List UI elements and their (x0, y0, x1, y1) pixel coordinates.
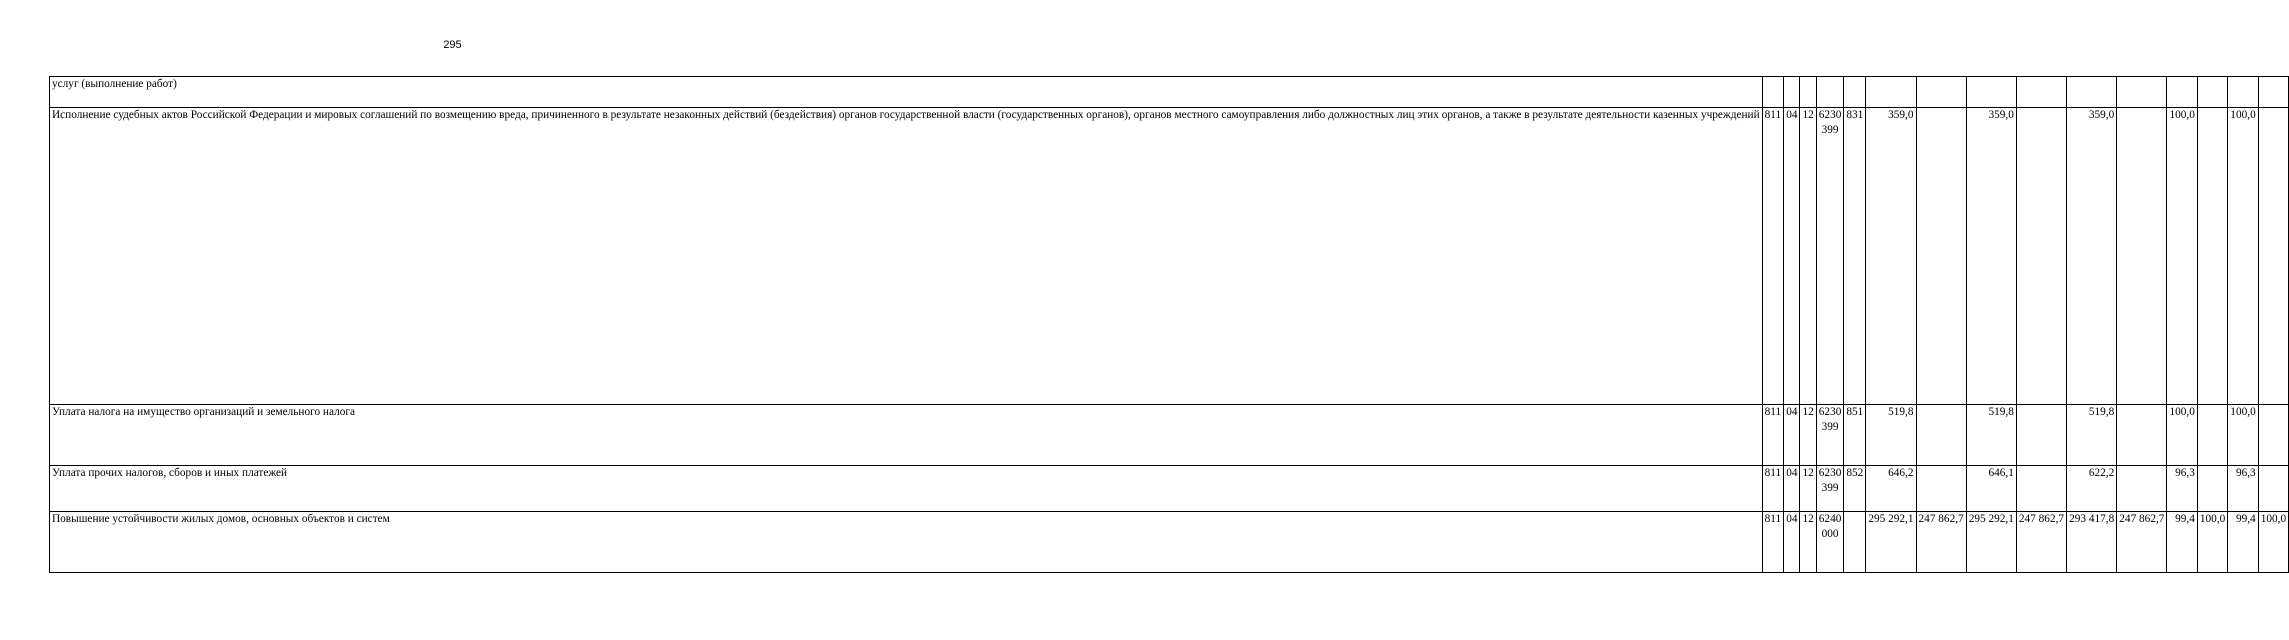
subsection-code-cell: 12 (1800, 405, 1816, 466)
value-cell-8: 100,0 (2197, 512, 2227, 573)
row-name-cell: услуг (выполнение работ) (50, 77, 1763, 108)
value-cell-5: 359,0 (2067, 108, 2117, 405)
gr-code-cell: 811 (1762, 466, 1784, 512)
value-cell-10 (2258, 108, 2288, 405)
value-cell-3: 295 292,1 (1966, 512, 2016, 573)
value-cell-6 (2117, 77, 2167, 108)
value-cell-8 (2197, 77, 2227, 108)
value-cell-9: 100,0 (2228, 405, 2258, 466)
value-cell-6 (2117, 108, 2167, 405)
expense-type-cell: 852 (1844, 466, 1866, 512)
gr-code-cell: 811 (1762, 512, 1784, 573)
value-cell-3 (1966, 77, 2016, 108)
row-name-cell: Уплата прочих налогов, сборов и иных платежей (50, 466, 1763, 512)
value-cell-2: 247 862,7 (1916, 512, 1966, 573)
value-cell-1: 295 292,1 (1866, 512, 1916, 573)
value-cell-4 (2016, 405, 2066, 466)
subsection-code-cell: 12 (1800, 466, 1816, 512)
value-cell-9: 99,4 (2228, 512, 2258, 573)
row-name-cell: Исполнение судебных актов Российской Федерации и мировых соглашений по возмещению вреда, причиненного в результате незаконных действий (бездействия) органов государственной власти (государственных органов), органов местного самоуправления либо должностных лиц этих органов, а также в результате деятельности казенных учреждений (50, 108, 1763, 405)
table-row (50, 512, 2289, 573)
target-article-cell (1816, 466, 1844, 512)
value-cell-10 (2258, 466, 2288, 512)
value-cell-10 (2258, 405, 2288, 466)
value-cell-7: 96,3 (2167, 466, 2197, 512)
value-cell-3: 519,8 (1966, 405, 2016, 466)
target-article-top: 6230 (1818, 467, 1842, 479)
section-code-cell: 04 (1784, 512, 1800, 573)
target-article-bottom: 399 (1821, 421, 1839, 433)
table-row (50, 77, 2289, 108)
target-article-cell (1816, 512, 1844, 573)
page-number: 295 (443, 39, 462, 51)
expense-type-cell (1844, 512, 1866, 573)
value-cell-4 (2016, 77, 2066, 108)
value-cell-4 (2016, 466, 2066, 512)
value-cell-4: 247 862,7 (2016, 512, 2066, 573)
target-article-top: 6230 (1818, 109, 1842, 121)
value-cell-8 (2197, 466, 2227, 512)
section-code-cell: 04 (1784, 405, 1800, 466)
value-cell-4 (2016, 108, 2066, 405)
value-cell-1 (1866, 77, 1916, 108)
value-cell-9: 96,3 (2228, 466, 2258, 512)
table-row (50, 405, 2289, 466)
target-article-cell (1816, 77, 1844, 108)
budget-table (49, 76, 2289, 573)
value-cell-7 (2167, 77, 2197, 108)
expense-type-cell: 831 (1844, 108, 1866, 405)
target-article-bottom: 000 (1821, 528, 1839, 540)
gr-code-cell: 811 (1762, 108, 1784, 405)
value-cell-6 (2117, 466, 2167, 512)
target-article-bottom: 399 (1821, 124, 1839, 136)
table-row (50, 466, 2289, 512)
subsection-code-cell: 12 (1800, 512, 1816, 573)
value-cell-3: 359,0 (1966, 108, 2016, 405)
target-article-bottom: 399 (1821, 482, 1839, 494)
value-cell-7: 100,0 (2167, 405, 2197, 466)
target-article-top: 6240 (1818, 513, 1842, 525)
value-cell-5: 622,2 (2067, 466, 2117, 512)
value-cell-6 (2117, 405, 2167, 466)
value-cell-8 (2197, 108, 2227, 405)
value-cell-7: 100,0 (2167, 108, 2197, 405)
value-cell-5: 519,8 (2067, 405, 2117, 466)
subsection-code-cell: 12 (1800, 108, 1816, 405)
expense-type-cell: 851 (1844, 405, 1866, 466)
target-article-cell (1816, 405, 1844, 466)
value-cell-7: 99,4 (2167, 512, 2197, 573)
value-cell-1: 519,8 (1866, 405, 1916, 466)
expense-type-cell (1844, 77, 1866, 108)
subsection-code-cell (1800, 77, 1816, 108)
value-cell-10: 100,0 (2258, 512, 2288, 573)
value-cell-9 (2228, 77, 2258, 108)
value-cell-3: 646,1 (1966, 466, 2016, 512)
value-cell-1: 359,0 (1866, 108, 1916, 405)
value-cell-5 (2067, 77, 2117, 108)
value-cell-6: 247 862,7 (2117, 512, 2167, 573)
section-code-cell: 04 (1784, 466, 1800, 512)
row-name-cell: Повышение устойчивости жилых домов, основных объектов и систем (50, 512, 1763, 573)
gr-code-cell: 811 (1762, 405, 1784, 466)
value-cell-2 (1916, 466, 1966, 512)
value-cell-10 (2258, 77, 2288, 108)
section-code-cell (1784, 77, 1800, 108)
value-cell-5: 293 417,8 (2067, 512, 2117, 573)
gr-code-cell (1762, 77, 1784, 108)
value-cell-8 (2197, 405, 2227, 466)
row-name-cell: Уплата налога на имущество организаций и земельного налога (50, 405, 1763, 466)
value-cell-2 (1916, 108, 1966, 405)
section-code-cell: 04 (1784, 108, 1800, 405)
value-cell-2 (1916, 405, 1966, 466)
value-cell-2 (1916, 77, 1966, 108)
value-cell-9: 100,0 (2228, 108, 2258, 405)
table-row (50, 108, 2289, 405)
value-cell-1: 646,2 (1866, 466, 1916, 512)
target-article-cell (1816, 108, 1844, 405)
target-article-top: 6230 (1818, 406, 1842, 418)
